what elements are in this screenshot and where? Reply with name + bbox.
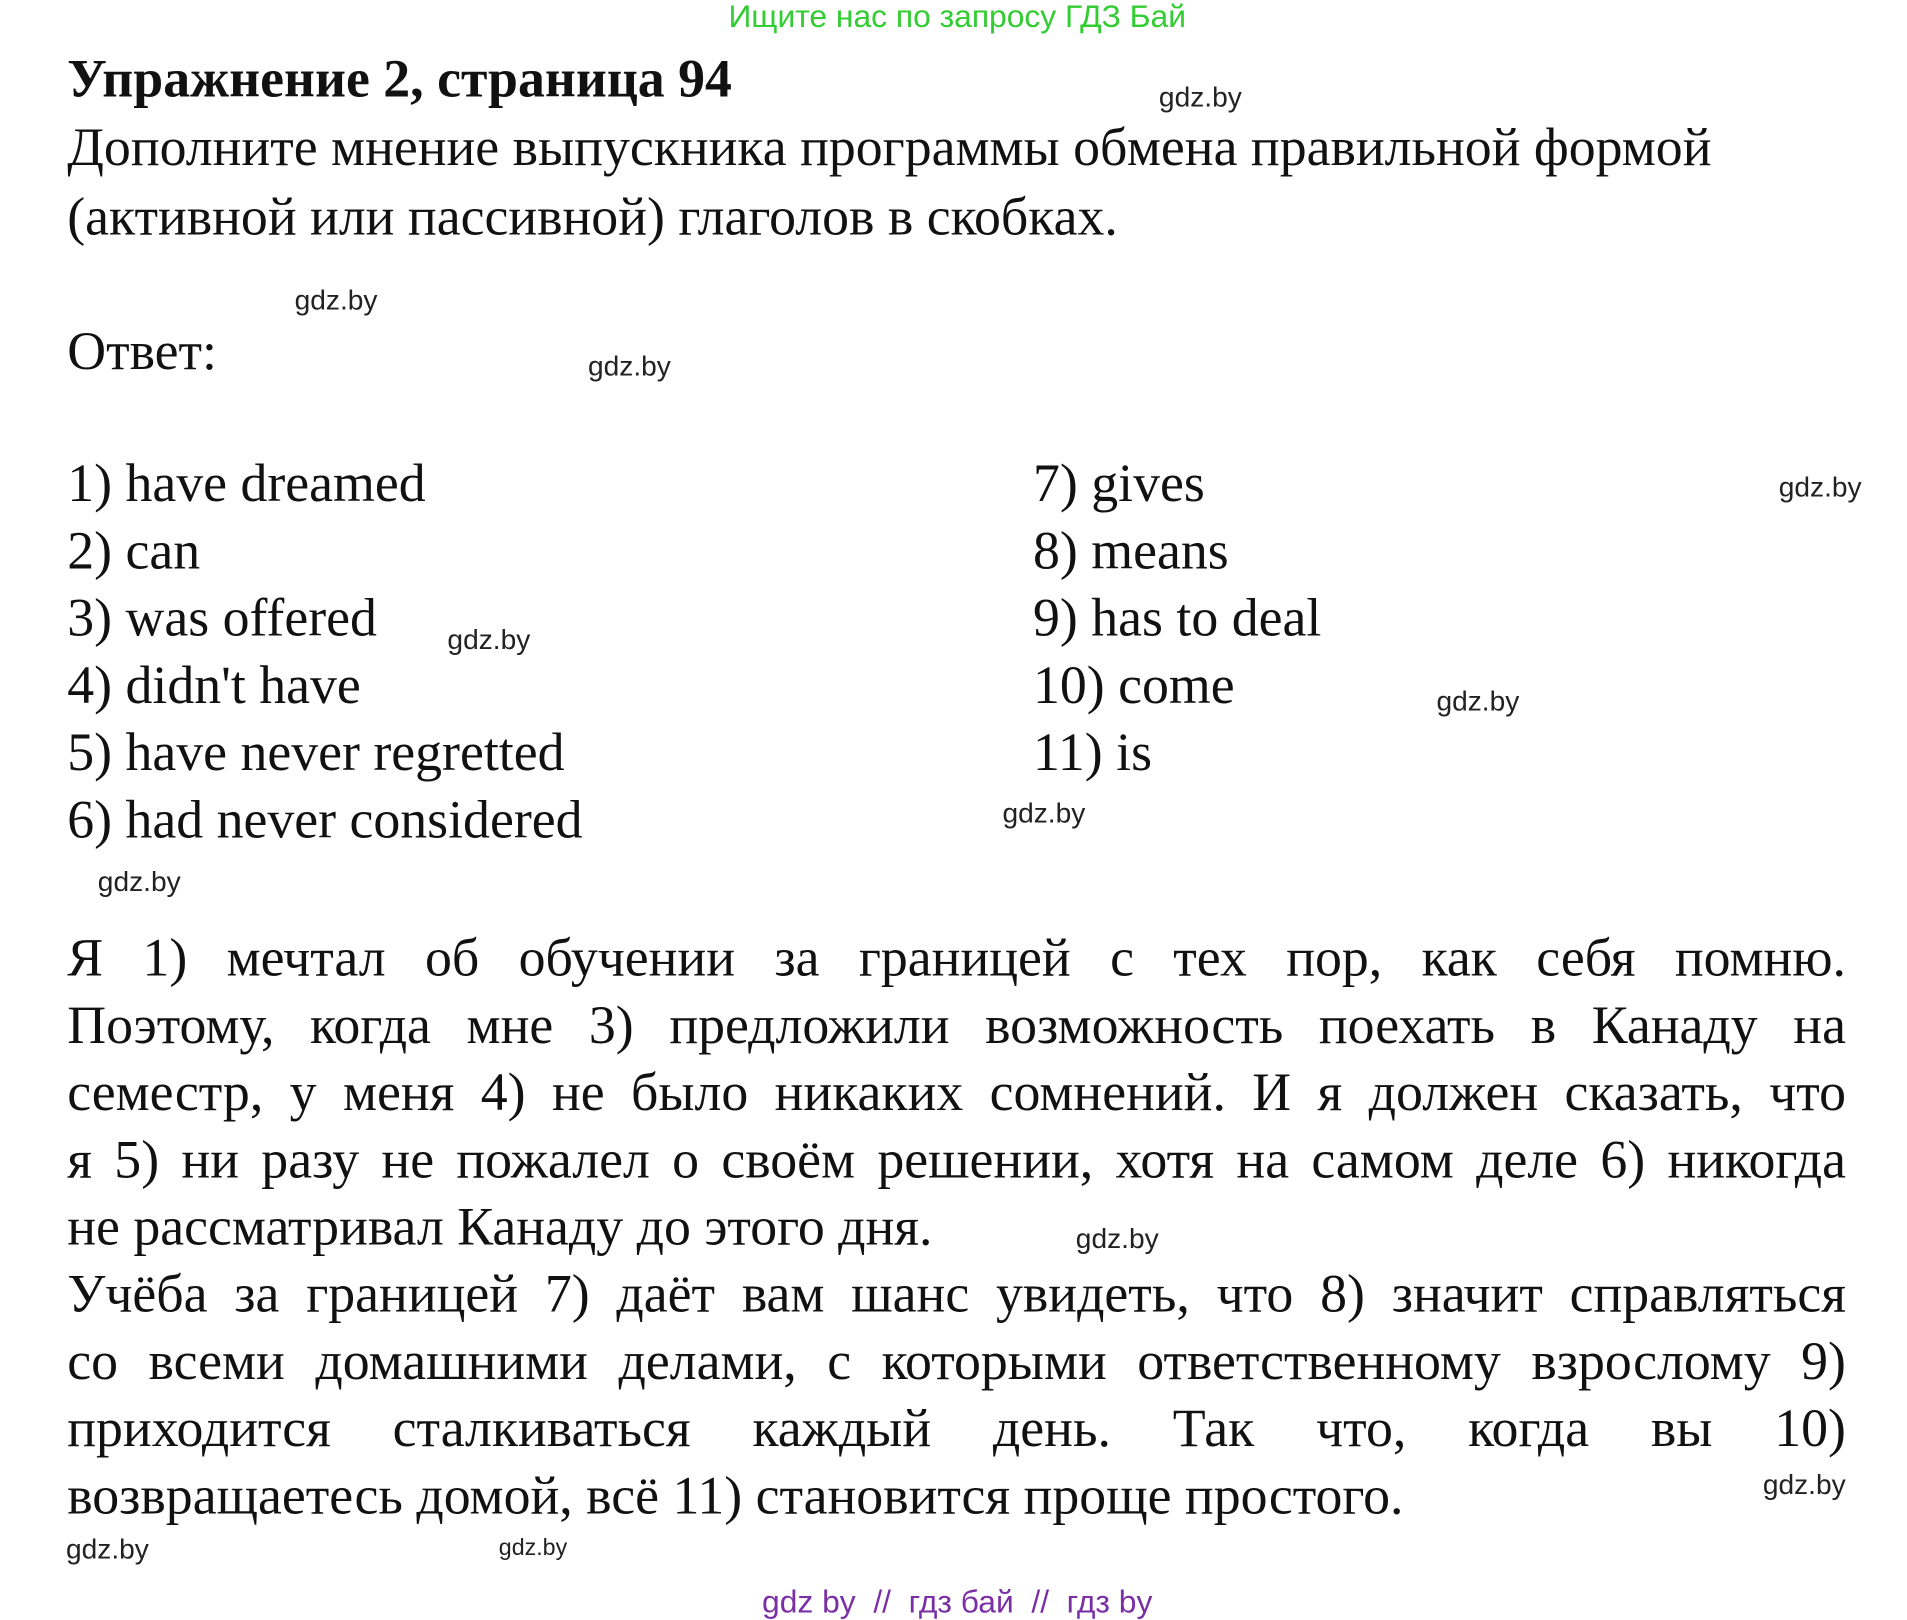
page-title: Упражнение 2, страница 94 (67, 48, 732, 109)
top-banner: Ищите нас по запросу ГДЗ Бай (728, 0, 1186, 35)
translation-line: Поэтому, когда мне 3) предложили возможность поехать в Канаду на (67, 995, 1846, 1056)
bottom-banner: gdz by // гдз бай // гдз by (762, 1583, 1153, 1620)
answer-item: 9) has to deal (1033, 588, 1322, 648)
translation-line: возвращаетесь домой, всё 11) становится проще простого. (67, 1465, 1404, 1526)
task-line: (активной или пассивной) глаголов в скобках. (67, 187, 1118, 247)
answer-item: 1) have dreamed (67, 453, 426, 514)
watermark: gdz.by (1002, 797, 1086, 829)
translation-line: Я 1) мечтал об обучении за границей с тех пор, как себя помню. (67, 927, 1846, 988)
task-line: Дополните мнение выпускника программы обмена правильной формой (67, 117, 1712, 178)
watermark: gdz.by (1075, 1222, 1159, 1255)
watermark: gdz.by (1158, 80, 1242, 113)
translation-line: не рассматривал Канаду до этого дня. (67, 1196, 933, 1257)
translation-line: семестр, у меня 4) не было никаких сомнений. И я должен сказать, что (67, 1062, 1846, 1123)
watermark: gdz.by (498, 1535, 568, 1562)
watermark: gdz.by (1778, 470, 1862, 503)
answers-right (1033, 450, 1321, 786)
watermark: gdz.by (294, 283, 378, 316)
translation-line: Учёба за границей 7) даёт вам шанс увидеть, что 8) значит справляться (67, 1264, 1846, 1324)
answer-item: 7) gives (1033, 453, 1205, 514)
translation-line: я 5) ни разу не пожалел о своём решении, хотя на самом деле 6) никогда (67, 1129, 1846, 1190)
watermark: gdz.by (66, 1533, 149, 1565)
watermark: gdz.by (97, 865, 181, 898)
watermark: gdz.by (447, 623, 531, 656)
watermark: gdz.by (588, 349, 671, 382)
watermark: gdz.by (1762, 1468, 1846, 1501)
answer-item: 6) had never considered (67, 789, 583, 850)
answer-label: Ответ: (67, 321, 218, 382)
answer-item: 4) didn't have (67, 655, 361, 716)
watermark: gdz.by (1436, 684, 1520, 717)
answer-item: 11) is (1033, 722, 1153, 783)
translation-line: приходится сталкиваться каждый день. Так что, когда вы 10) (67, 1398, 1846, 1459)
translation-line: со всеми домашними делами, с которыми ответственному взрослому 9) (67, 1331, 1846, 1392)
answer-item: 2) can (67, 520, 201, 581)
answer-item: 5) have never regretted (67, 722, 565, 783)
answer-item: 8) means (1033, 520, 1229, 581)
answer-item: 10) come (1033, 655, 1235, 716)
answer-item: 3) was offered (67, 588, 377, 648)
